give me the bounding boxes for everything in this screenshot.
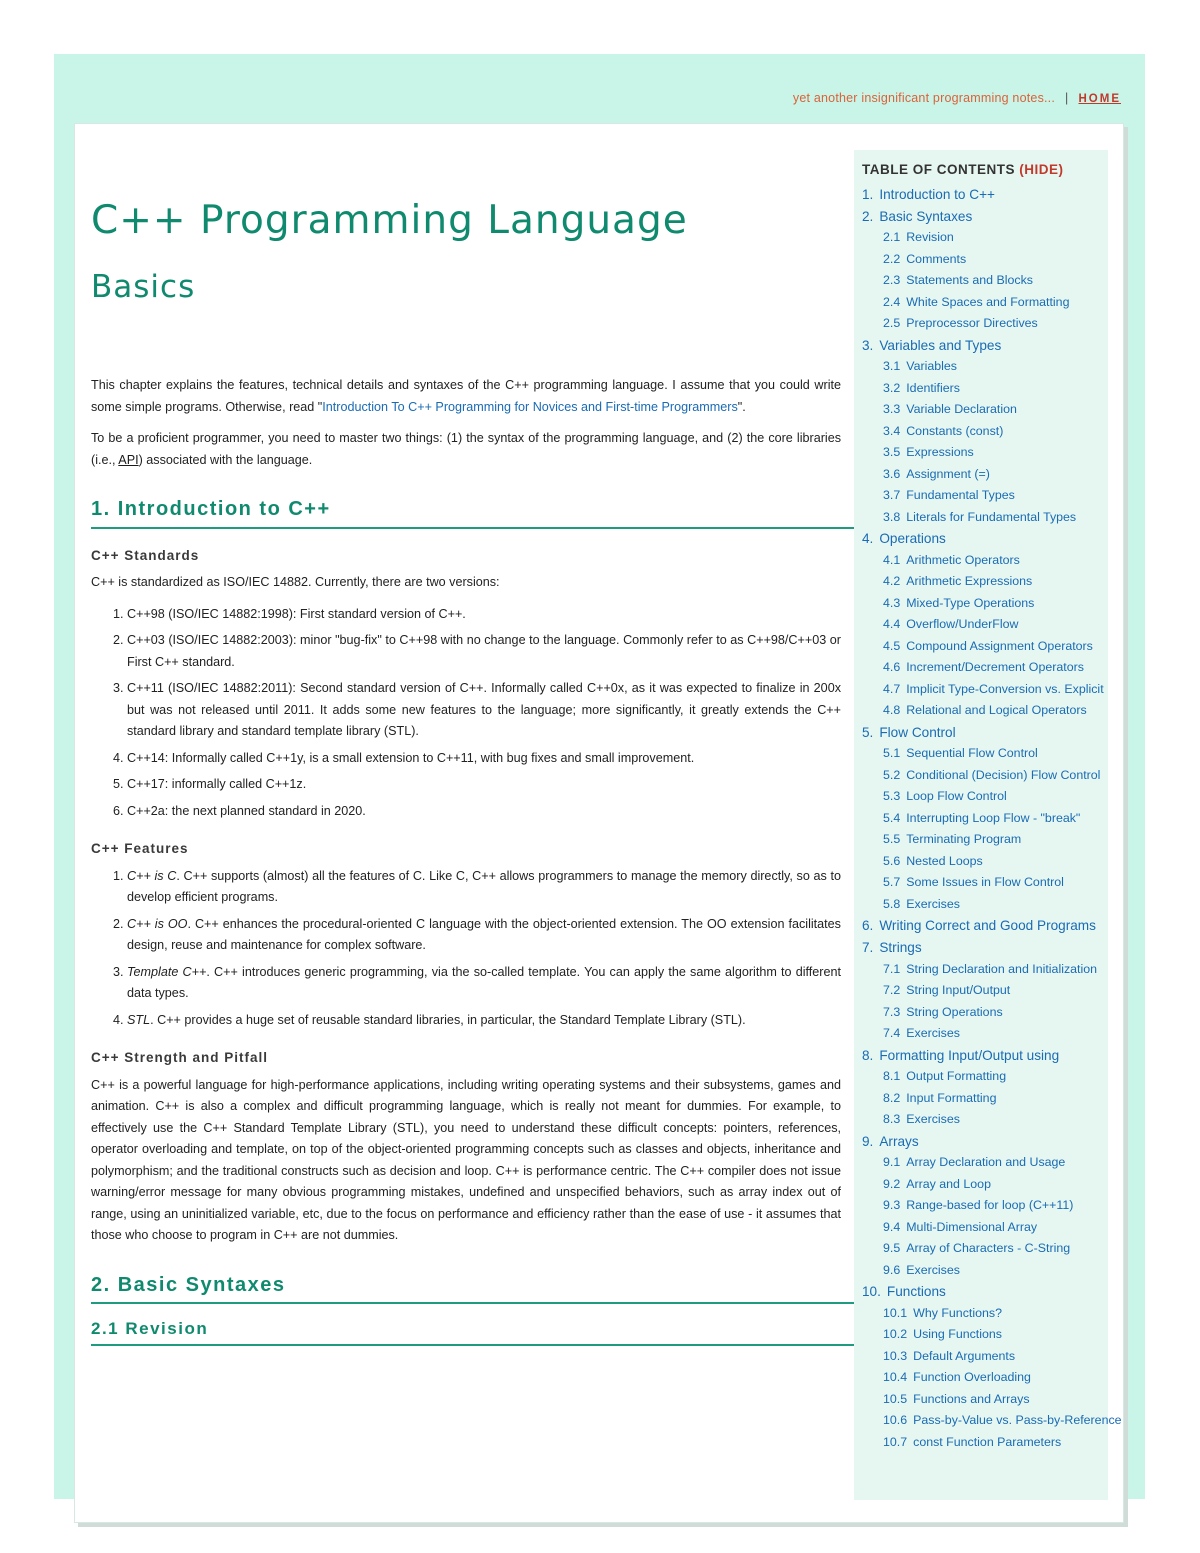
- toc-item-number: 10.6: [883, 1413, 908, 1428]
- toc-item[interactable]: [862, 937, 1100, 959]
- toc-item-label: Multi-Dimensional Array: [906, 1219, 1038, 1234]
- toc-item-label: Overflow/UnderFlow: [906, 617, 1019, 632]
- toc-item-number: 3.2: [883, 380, 901, 395]
- toc-item-number: 5.: [862, 724, 874, 740]
- toc-item[interactable]: [862, 743, 1100, 765]
- toc-item-label: Default Arguments: [913, 1348, 1016, 1363]
- toc-item-number: 3.3: [883, 402, 901, 417]
- page-title: C++ Programming Language: [91, 198, 688, 243]
- toc-item-label: Functions: [886, 1284, 946, 1300]
- strength-paragraph: C++ is a powerful language for high-performance applications, including writing operating systems and their subsystems, games and animation. C++ is also a complex and difficult programming language, which is really not meant for dummies. For example, to effectively use the C++ Standard Template Library (STL), you need to understand these difficult concepts: pointers, references, operator overloading and template, on top of the object-oriented programming concepts such as classes and objects, inheritance and polymorphism; and the traditional constructs such as decision and loop. C++ is performance centric. The C++ compiler does not issue warning/error message for many obvious programming mistakes, undefined and unspecified behaviors, such as array index out of range, using an uninitialized variable, etc, due to the focus on performance and efficiency rather than the ease of use - it assumes that those who choose to program in C++ are not dummies.: [91, 1077, 841, 1242]
- toc-item[interactable]: [862, 1002, 1100, 1024]
- feature-term: C++ is C: [127, 868, 177, 883]
- toc-item[interactable]: [862, 1238, 1100, 1260]
- toc-item[interactable]: [862, 959, 1100, 981]
- toc-item-number: 5.5: [883, 832, 901, 847]
- section-heading-basic-syntaxes: 2. Basic Syntaxes: [91, 1275, 856, 1305]
- toc-item[interactable]: [862, 335, 1100, 357]
- toc-item-number: 4.1: [883, 552, 901, 567]
- toc-item-number: 10.3: [883, 1348, 908, 1363]
- toc-item[interactable]: [862, 829, 1100, 851]
- topbar-separator: |: [1065, 91, 1069, 105]
- toc-item-label: Exercises: [906, 1262, 960, 1277]
- toc-item-number: 7.2: [883, 983, 901, 998]
- toc-item[interactable]: [862, 1389, 1100, 1411]
- list-item: [127, 962, 841, 1005]
- toc-item-number: 7.: [862, 940, 874, 956]
- toc-item-label: Conditional (Decision) Flow Control: [906, 767, 1101, 782]
- toc-item-number: 10.5: [883, 1391, 908, 1406]
- toc-item-number: 4.5: [883, 638, 901, 653]
- toc-item[interactable]: [862, 765, 1100, 787]
- toc-item-number: 5.4: [883, 810, 901, 825]
- list-item: 2. C++03 (ISO/IEC 14882:2003): minor "bug-fix" to C++98 with no change to the language. Commonly refer to as C++98/C++03 or First C++ standard.: [127, 630, 841, 673]
- toc-item-label: Function Overloading: [913, 1370, 1031, 1385]
- toc-item-number: 4.: [862, 531, 874, 547]
- list-item: 4. C++14: Informally called C++1y, is a small extension to C++11, with bug fixes and small improvement.: [127, 748, 841, 770]
- toc-item-number: 2.2: [883, 251, 901, 266]
- intro-paragraph-2: [91, 428, 841, 471]
- toc-item[interactable]: [862, 636, 1100, 658]
- list-item: 6. C++2a: the next planned standard in 2020.: [127, 801, 841, 823]
- features-list: [91, 866, 841, 1032]
- toc-item[interactable]: [862, 894, 1100, 916]
- toc-item[interactable]: [862, 442, 1100, 464]
- toc-item-label: Nested Loops: [906, 853, 983, 868]
- toc-item-number: 8.3: [883, 1112, 901, 1127]
- toc-item[interactable]: [862, 1174, 1100, 1196]
- toc-item-number: 5.3: [883, 789, 901, 804]
- toc-item-number: 8.: [862, 1047, 874, 1063]
- toc-item-label: Range-based for loop (C++11): [906, 1198, 1074, 1213]
- list-item: 1. C++98 (ISO/IEC 14882:1998): First standard version of C++.: [127, 604, 841, 626]
- toc-hide-toggle[interactable]: (HIDE): [1019, 162, 1064, 177]
- toc-item-label: Constants (const): [906, 423, 1004, 438]
- toc-item-label: Mixed-Type Operations: [906, 595, 1035, 610]
- toc-item[interactable]: [862, 528, 1100, 550]
- novices-tutorial-link[interactable]: Introduction To C++ Programming for Novices and First-time Programmers: [322, 399, 738, 414]
- toc-item[interactable]: [862, 292, 1100, 314]
- toc-item-number: 2.3: [883, 273, 901, 288]
- toc-item-number: 7.4: [883, 1026, 901, 1041]
- toc-item-number: 4.3: [883, 595, 901, 610]
- toc-item[interactable]: [862, 722, 1100, 744]
- feature-term: STL: [127, 1012, 151, 1027]
- toc-item-label: Expressions: [906, 445, 974, 460]
- toc-item-number: 10.2: [883, 1327, 908, 1342]
- toc-item-number: 9.1: [883, 1155, 901, 1170]
- toc-item-number: 2.: [862, 208, 874, 224]
- toc-item-label: Using Functions: [913, 1327, 1002, 1342]
- toc-item-number: 9.5: [883, 1241, 901, 1256]
- intro-text-2: To be a proficient programmer, you need to master two things: (1) the syntax of the programming language, and (2) the core libraries (i.e.,: [91, 431, 841, 467]
- toc-item-number: 9.3: [883, 1198, 901, 1213]
- toc-item[interactable]: [862, 399, 1100, 421]
- intro-text: This chapter explains the features, technical details and syntaxes of the C++ programming language. I assume that you could write some simple programs. Otherwise, read ": [91, 378, 841, 414]
- toc-item-number: 3.6: [883, 466, 901, 481]
- toc-item-label: Assignment (=): [906, 466, 990, 481]
- feature-term: Template C++: [127, 964, 207, 979]
- intro-paragraph-1: [91, 375, 841, 418]
- toc-item-label: Output Formatting: [906, 1069, 1007, 1084]
- toc-item-label: Loop Flow Control: [906, 789, 1007, 804]
- toc-item-number: 5.1: [883, 746, 901, 761]
- toc-item-number: 5.6: [883, 853, 901, 868]
- toc-item-number: 4.7: [883, 681, 901, 696]
- toc-item-number: 1.: [862, 187, 874, 202]
- toc-item-label: Implicit Type-Conversion vs. Explicit: [906, 681, 1104, 696]
- toc-item-label: String Declaration and Initialization: [906, 961, 1098, 976]
- list-item: [127, 866, 841, 909]
- list-item: [127, 1010, 841, 1032]
- toc-item-label: Terminating Program: [906, 832, 1022, 847]
- toc-item[interactable]: [862, 249, 1100, 271]
- toc-item-label: String Operations: [906, 1004, 1003, 1019]
- toc-item-label: Operations: [879, 531, 946, 547]
- site-tagline: yet another insignificant programming notes...: [792, 91, 1056, 105]
- toc-item-number: 10.1: [883, 1305, 908, 1320]
- toc-item[interactable]: [862, 1367, 1100, 1389]
- toc-item[interactable]: [862, 679, 1104, 701]
- toc-item-number: 9.: [862, 1133, 874, 1149]
- toc-item-number: 4.4: [883, 617, 901, 632]
- toc-item[interactable]: [862, 808, 1100, 830]
- toc-item-label: Relational and Logical Operators: [906, 703, 1087, 718]
- toc-item-number: 4.6: [883, 660, 901, 675]
- toc-item[interactable]: [862, 1281, 1100, 1303]
- toc-item-number: 7.3: [883, 1004, 901, 1019]
- toc-item[interactable]: [862, 614, 1100, 636]
- toc-item-number: 4.8: [883, 703, 901, 718]
- toc-item-label: Identifiers: [906, 380, 960, 395]
- page-subtitle: Basics: [91, 269, 196, 305]
- toc-item[interactable]: [862, 1410, 1122, 1432]
- toc-item-label: Variable Declaration: [906, 402, 1017, 417]
- toc-item[interactable]: [862, 356, 1100, 378]
- toc-item-label: Exercises: [906, 896, 960, 911]
- toc-item-number: 10.4: [883, 1370, 908, 1385]
- toc-item-label: Compound Assignment Operators: [906, 638, 1093, 653]
- feature-text: . C++ enhances the procedural-oriented C language with the object-oriented extension. The OO extension facilitates design, reuse and maintenance for complex software.: [127, 916, 841, 952]
- toc-item-number: 3.5: [883, 445, 901, 460]
- toc-item-number: 3.7: [883, 488, 901, 503]
- list-item: [127, 914, 841, 957]
- toc-item-number: 7.1: [883, 961, 901, 976]
- toc-item-number: 9.4: [883, 1219, 901, 1234]
- standards-lead: C++ is standardized as ISO/IEC 14882. Currently, there are two versions:: [91, 575, 500, 589]
- toc-item[interactable]: [862, 872, 1100, 894]
- toc-item-number: 9.2: [883, 1176, 901, 1191]
- content-page: [74, 123, 1124, 1523]
- toc-item-number: 10.: [862, 1284, 881, 1300]
- toc-item-label: Arithmetic Expressions: [906, 574, 1033, 589]
- subsection-heading-revision: 2.1 Revision: [91, 1318, 856, 1346]
- toc-item[interactable]: [862, 786, 1100, 808]
- toc-item[interactable]: [862, 464, 1100, 486]
- strength-heading: C++ Strength and Pitfall: [91, 1050, 269, 1065]
- toc-item[interactable]: [862, 657, 1100, 679]
- toc-item-number: 10.7: [883, 1434, 908, 1449]
- page-frame: [54, 54, 1145, 1499]
- intro-text-2-end: ) associated with the language.: [138, 452, 313, 467]
- toc-item-label: Arithmetic Operators: [906, 552, 1020, 567]
- toc-item-label: Some Issues in Flow Control: [906, 875, 1064, 890]
- toc-item[interactable]: [862, 1045, 1100, 1067]
- toc-item-label: Functions and Arrays: [913, 1391, 1030, 1406]
- toc-item[interactable]: [862, 1066, 1100, 1088]
- toc-item-label: Statements and Blocks: [906, 273, 1033, 288]
- toc-item-number: 5.2: [883, 767, 901, 782]
- home-link[interactable]: HOME: [1078, 93, 1121, 105]
- toc-item-label: Variables and Types: [879, 337, 1002, 353]
- toc-item-label: Array Declaration and Usage: [906, 1155, 1066, 1170]
- toc-item-number: 3.4: [883, 423, 901, 438]
- toc-item[interactable]: [862, 1303, 1100, 1325]
- toc-item-number: 8.1: [883, 1069, 901, 1084]
- toc-item[interactable]: [862, 227, 1100, 249]
- toc-item[interactable]: [862, 980, 1100, 1002]
- standards-list: [91, 604, 841, 823]
- feature-text: . C++ introduces generic programming, via the so-called template. You can apply the same algorithm to different data types.: [127, 964, 841, 1000]
- top-bar: [793, 91, 1121, 105]
- toc-item[interactable]: [862, 700, 1100, 722]
- toc-item[interactable]: [862, 1324, 1100, 1346]
- toc-item-label: Revision: [906, 230, 954, 245]
- toc-item-label: Array and Loop: [906, 1176, 991, 1191]
- toc-item[interactable]: [862, 593, 1100, 615]
- toc-item-label: Comments: [906, 251, 967, 266]
- toc-item[interactable]: [862, 421, 1100, 443]
- features-heading: C++ Features: [91, 841, 189, 856]
- toc-item-number: 3.1: [883, 359, 901, 374]
- toc-item-number: 4.2: [883, 574, 901, 589]
- list-item: 5. C++17: informally called C++1z.: [127, 774, 841, 796]
- toc-item[interactable]: [862, 1088, 1100, 1110]
- toc-list: [862, 184, 1122, 1453]
- toc-item-label: Preprocessor Directives: [906, 316, 1038, 331]
- toc-item-label: Writing Correct and Good Programs: [879, 918, 1096, 934]
- feature-term: C++ is OO: [127, 916, 188, 931]
- toc-item[interactable]: [862, 270, 1100, 292]
- toc-item-label: Fundamental Types: [906, 488, 1015, 503]
- toc-item-label: Formatting Input/Output using: [879, 1047, 1060, 1063]
- toc-header: [862, 162, 1100, 177]
- toc-item[interactable]: [862, 1346, 1100, 1368]
- toc-item-label: Literals for Fundamental Types: [906, 509, 1077, 524]
- toc-item-label: Variables: [906, 359, 957, 374]
- toc-item-label: Why Functions?: [913, 1305, 1002, 1320]
- toc-item[interactable]: [862, 550, 1100, 572]
- toc-item-label: Interrupting Loop Flow - "break": [906, 810, 1081, 825]
- toc-item[interactable]: [862, 571, 1100, 593]
- toc-item-label: const Function Parameters: [913, 1434, 1062, 1449]
- toc-item-number: 2.4: [883, 294, 901, 309]
- toc-item[interactable]: [862, 184, 1100, 206]
- toc-item-label: White Spaces and Formatting: [906, 294, 1070, 309]
- toc-item-number: 5.7: [883, 875, 901, 890]
- toc-item[interactable]: [862, 378, 1100, 400]
- toc-item-label: Increment/Decrement Operators: [906, 660, 1084, 675]
- toc-item-number: 9.6: [883, 1262, 901, 1277]
- section-heading-intro: 1. Introduction to C++: [91, 499, 856, 529]
- toc-item[interactable]: [862, 1131, 1100, 1153]
- toc-item-label: Sequential Flow Control: [906, 746, 1038, 761]
- article-body: [91, 375, 841, 1346]
- toc-item-number: 8.2: [883, 1090, 901, 1105]
- toc-item-number: 3.: [862, 337, 874, 353]
- toc-item[interactable]: [862, 915, 1100, 937]
- toc-item[interactable]: [862, 851, 1100, 873]
- toc-item-label: Input Formatting: [906, 1090, 997, 1105]
- feature-text: . C++ supports (almost) all the features of C. Like C, C++ allows programmers to manage the memory directly, so as to develop efficient programs.: [127, 868, 841, 904]
- toc-item[interactable]: [862, 313, 1100, 335]
- toc-item[interactable]: [862, 1152, 1100, 1174]
- toc-item-label: Arrays: [879, 1133, 919, 1149]
- toc-item-label: Introduction to C++: [879, 187, 995, 202]
- toc-item[interactable]: [862, 1195, 1100, 1217]
- toc-item[interactable]: [862, 1217, 1100, 1239]
- toc-item[interactable]: [862, 1432, 1100, 1454]
- toc-item-label: Array of Characters - C-String: [906, 1241, 1071, 1256]
- table-of-contents: [854, 150, 1122, 1500]
- toc-item-label: Pass-by-Value vs. Pass-by-Reference: [913, 1413, 1122, 1428]
- toc-item[interactable]: [862, 507, 1100, 529]
- feature-text: . C++ provides a huge set of reusable standard libraries, in particular, the Standard Template Library (STL).: [150, 1012, 746, 1027]
- api-link[interactable]: API: [118, 452, 139, 467]
- toc-item-label: String Input/Output: [906, 983, 1011, 998]
- toc-item-label: Strings: [879, 940, 922, 956]
- toc-item[interactable]: [862, 206, 1100, 228]
- toc-item-label: Exercises: [906, 1026, 960, 1041]
- toc-item-number: 2.1: [883, 230, 901, 245]
- toc-item-label: Exercises: [906, 1112, 960, 1127]
- list-item: 3. C++11 (ISO/IEC 14882:2011): Second standard version of C++. Informally called C++0x, as it was expected to finalize in 200x but was not released until 2011. It adds some new features to the language; more significantly, it greatly extends the C++ standard library and standard template library (STL).: [127, 678, 841, 743]
- toc-item-number: 2.5: [883, 316, 901, 331]
- toc-item[interactable]: [862, 485, 1100, 507]
- toc-item[interactable]: [862, 1109, 1100, 1131]
- toc-item-number: 3.8: [883, 509, 901, 524]
- toc-title: TABLE OF CONTENTS: [862, 162, 1015, 177]
- toc-item-number: 6.: [862, 918, 874, 934]
- standards-heading: C++ Standards: [91, 547, 200, 563]
- toc-item[interactable]: [862, 1023, 1100, 1045]
- intro-text-end: ".: [737, 399, 746, 414]
- toc-item-label: Basic Syntaxes: [879, 208, 973, 224]
- toc-item-number: 5.8: [883, 896, 901, 911]
- toc-item-label: Flow Control: [879, 724, 956, 740]
- toc-item[interactable]: [862, 1260, 1100, 1282]
